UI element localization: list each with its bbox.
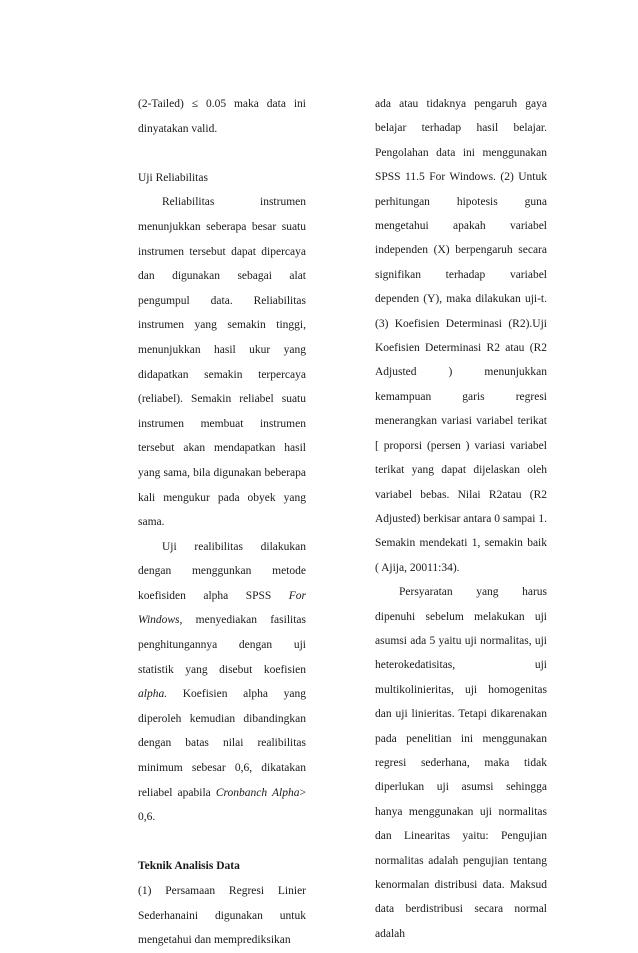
text-run: Koefisien alpha yang diperoleh kemudian dibandingkan dengan batas nilai realibilitas minimum sebesar 0,6, dikatakan reliabel apabila	[138, 688, 306, 799]
italic-cronbach-alpha: Cronbanch Alpha	[215, 786, 300, 799]
analysis-paragraph: (1) Persamaan Regresi Linier Sederhanaini digunakan untuk mengetahui dan memprediksikan	[138, 885, 306, 947]
reliability-heading: Uji Reliabilitas	[138, 171, 208, 184]
spacer	[138, 830, 306, 855]
regression-paragraph: ada atau tidaknya pengaruh gaya belajar terhadap hasil belajar. Pengolahan data ini menggunakan SPSS 11.5 For Windows. (2) Untuk perhitungan hipotesis guna mengetahui apakah variabel independen (X) berpengaruh secara signifikan terhadap variabel dependen (Y), maka dilakukan uji-t. (3) Koefisien Determinasi (R2).Uji Koefisien Determinasi R2 atau (R2 Adjusted ) menunjukkan kemampuan garis regresi menerangkan variasi variabel terikat [ proporsi (persen ) variasi variabel terikat yang dapat dijelaskan oleh variabel bebas. Nilai R2atau (R2 Adjusted) berkisar antara 0 sampai 1. Semakin mendekati 1, semakin baik ( Ajija, 20011:34).	[375, 98, 547, 574]
italic-for-windows: For Windows	[138, 589, 306, 627]
text-run: Uji realibilitas dilakukan dengan menggunkan metode koefisiden alpha SPSS	[138, 540, 306, 602]
italic-alpha: alpha.	[138, 688, 168, 701]
right-column	[375, 92, 547, 946]
validity-paragraph: (2-Tailed) ≤ 0.05 maka data ini dinyatakan valid.	[138, 98, 306, 135]
analysis-heading: Teknik Analisis Data	[138, 860, 240, 873]
reliability-test-paragraph	[138, 535, 306, 830]
text-run: , menyediakan fasilitas penghitungannya dengan uji statistik yang disebut koefisien	[138, 614, 306, 676]
reliability-paragraph: Reliabilitas instrumen menunjukkan seberapa besar suatu instrumen tersebut dapat dipercaya dan digunakan sebagai alat pengumpul data. Reliabilitas instrumen yang semakin tinggi, menunjukkan hasil ukur yang didapatkan semakin terpercaya (reliabel). Semakin reliabel suatu instrumen membuat instrumen tersebut akan mendapatkan hasil yang sama, bila digunakan beberapa kali mengukur pada obyek yang sama.	[138, 196, 306, 529]
spacer	[138, 141, 306, 166]
left-column	[138, 92, 306, 953]
text-run: > 0,6.	[138, 786, 306, 824]
requirements-paragraph: Persyaratan yang harus dipenuhi sebelum melakukan uji asumsi ada 5 yaitu uji normalitas, uji heterokedatisitas, uji multikolinieritas, uji homogenitas dan uji linieritas. Tetapi dikarenakan pada penelitian ini menggunakan regresi sederhana, maka tidak diperlukan uji asumsi sehingga hanya menggunakan uji normalitas dan Linearitas yaitu: Pengujian normalitas adalah pengujian tentang kenormalan distribusi data. Maksud data berdistribusi secara normal adalah	[375, 586, 547, 940]
